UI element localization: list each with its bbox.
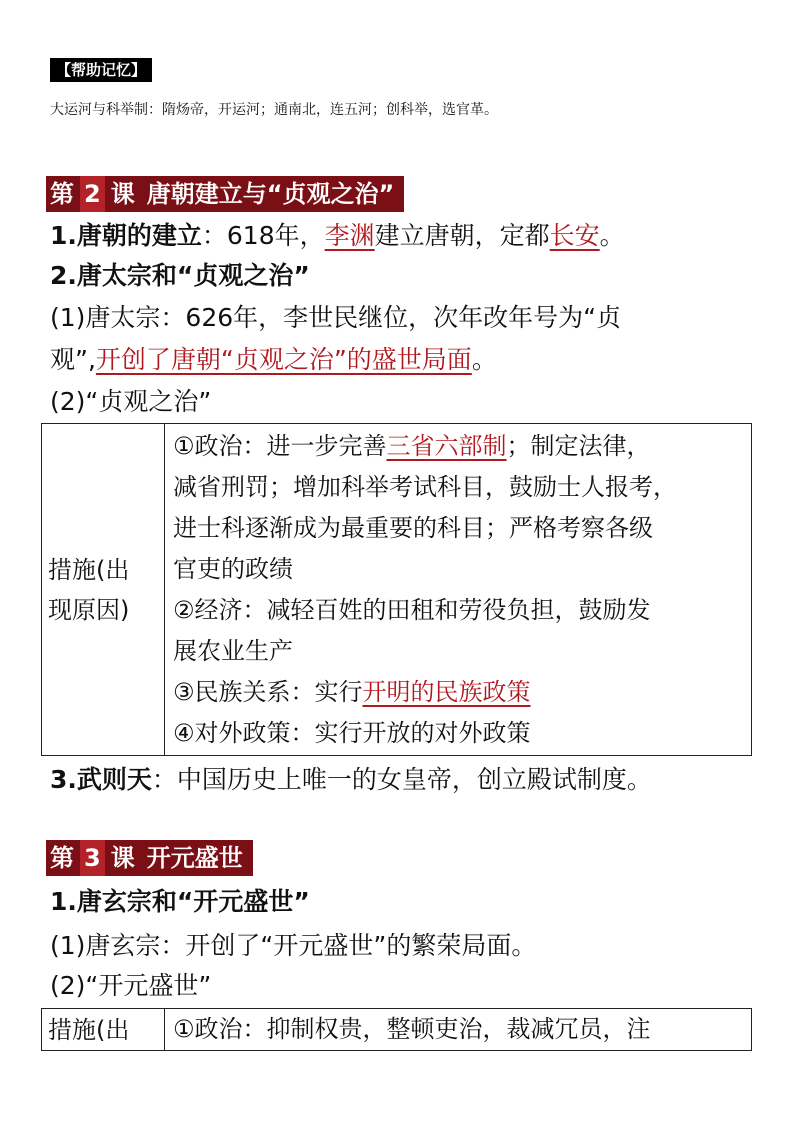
- key-term-sansheng: 三省六部制: [386, 431, 507, 460]
- measures-label-cell: [42, 424, 165, 756]
- lesson3-suffix: 课: [110, 844, 135, 872]
- memo-text: 大运河与科举制：隋炀帝，开运河；通南北，连五河；创科举，选官革。: [50, 102, 498, 118]
- lesson2-prefix: 第: [50, 180, 74, 208]
- lesson2-suffix: 课: [110, 180, 135, 208]
- measures-table: [41, 423, 752, 756]
- point2-heading: (2)“贞观之治”: [50, 387, 212, 416]
- lesson3-prefix: 第: [50, 844, 74, 872]
- measure-politics-line3: 进士科逐渐成为最重要的科目；严格考察各级: [173, 513, 653, 542]
- measures-label-line2: 现原因): [48, 595, 130, 624]
- key-term-ethnic-policy: 开明的民族政策: [362, 677, 531, 706]
- key-term-changan: 长安: [549, 221, 600, 250]
- section1-heading: 1.唐朝的建立: [50, 221, 202, 250]
- lesson2-title: 唐朝建立与“贞观之治”: [146, 180, 395, 208]
- section1-text-a: ：618年，: [201, 221, 325, 250]
- lesson2-section3: [50, 760, 652, 800]
- section1-text-c: 。: [599, 221, 625, 250]
- lesson2-number: 2: [80, 176, 105, 212]
- lesson3-measures-table: [41, 1008, 752, 1051]
- point1-line1: (1)唐太宗：626年，李世民继位，次年改年号为“贞: [50, 303, 622, 332]
- section3-text: ：中国历史上唯一的女皇帝，创立殿试制度。: [151, 765, 652, 794]
- point1-line2-a: 观”,: [50, 345, 96, 374]
- section1-text-b: 建立唐朝，定都: [374, 221, 550, 250]
- lesson2-section1: [50, 216, 625, 256]
- lesson2-section2-heading: 2.唐太宗和“贞观之治”: [50, 261, 310, 290]
- lesson3-measures-label: 措施(出: [42, 1009, 165, 1051]
- measure-politics-line4: 官吏的政绩: [173, 554, 293, 583]
- key-term-liyuan: 李渊: [324, 221, 375, 250]
- measure-economy-line1: ②经济：减轻百姓的田租和劳役负担，鼓励发: [173, 595, 651, 624]
- lesson3-measure-politics: ①政治：抑制权贵，整顿吏治，裁减冗员，注: [165, 1009, 752, 1051]
- section3-heading: 3.武则天: [50, 765, 152, 794]
- lesson3-title: 开元盛世: [146, 844, 243, 872]
- point1-line2-b: 。: [471, 345, 497, 374]
- memo-tag: 【帮助记忆】: [50, 58, 152, 82]
- lesson3-point1: (1)唐玄宗：开创了“开元盛世”的繁荣局面。: [50, 931, 537, 960]
- measures-label-line1: 措施(出: [48, 555, 130, 584]
- key-term-zhenguan: 开创了唐朝“贞观之治”的盛世局面: [95, 345, 472, 374]
- measures-content-cell: [165, 424, 752, 756]
- lesson3-section1-heading: 1.唐玄宗和“开元盛世”: [50, 887, 310, 916]
- measure-politics-line2: 减省刑罚；增加科举考试科目，鼓励士人报考，: [173, 472, 677, 501]
- measure-ethnic: ③民族关系：实行开明的民族政策: [173, 677, 531, 706]
- lesson2-header: [46, 176, 404, 212]
- measure-politics-line1: ①政治：进一步完善三省六部制；制定法律，: [173, 431, 651, 460]
- lesson3-point2-heading: (2)“开元盛世”: [50, 971, 212, 1000]
- lesson3-number: 3: [80, 840, 105, 876]
- measure-foreign: ④对外政策：实行开放的对外政策: [173, 718, 531, 747]
- point1-line2: [50, 340, 497, 380]
- lesson3-header: [46, 840, 253, 876]
- measure-economy-line2: 展农业生产: [173, 636, 293, 665]
